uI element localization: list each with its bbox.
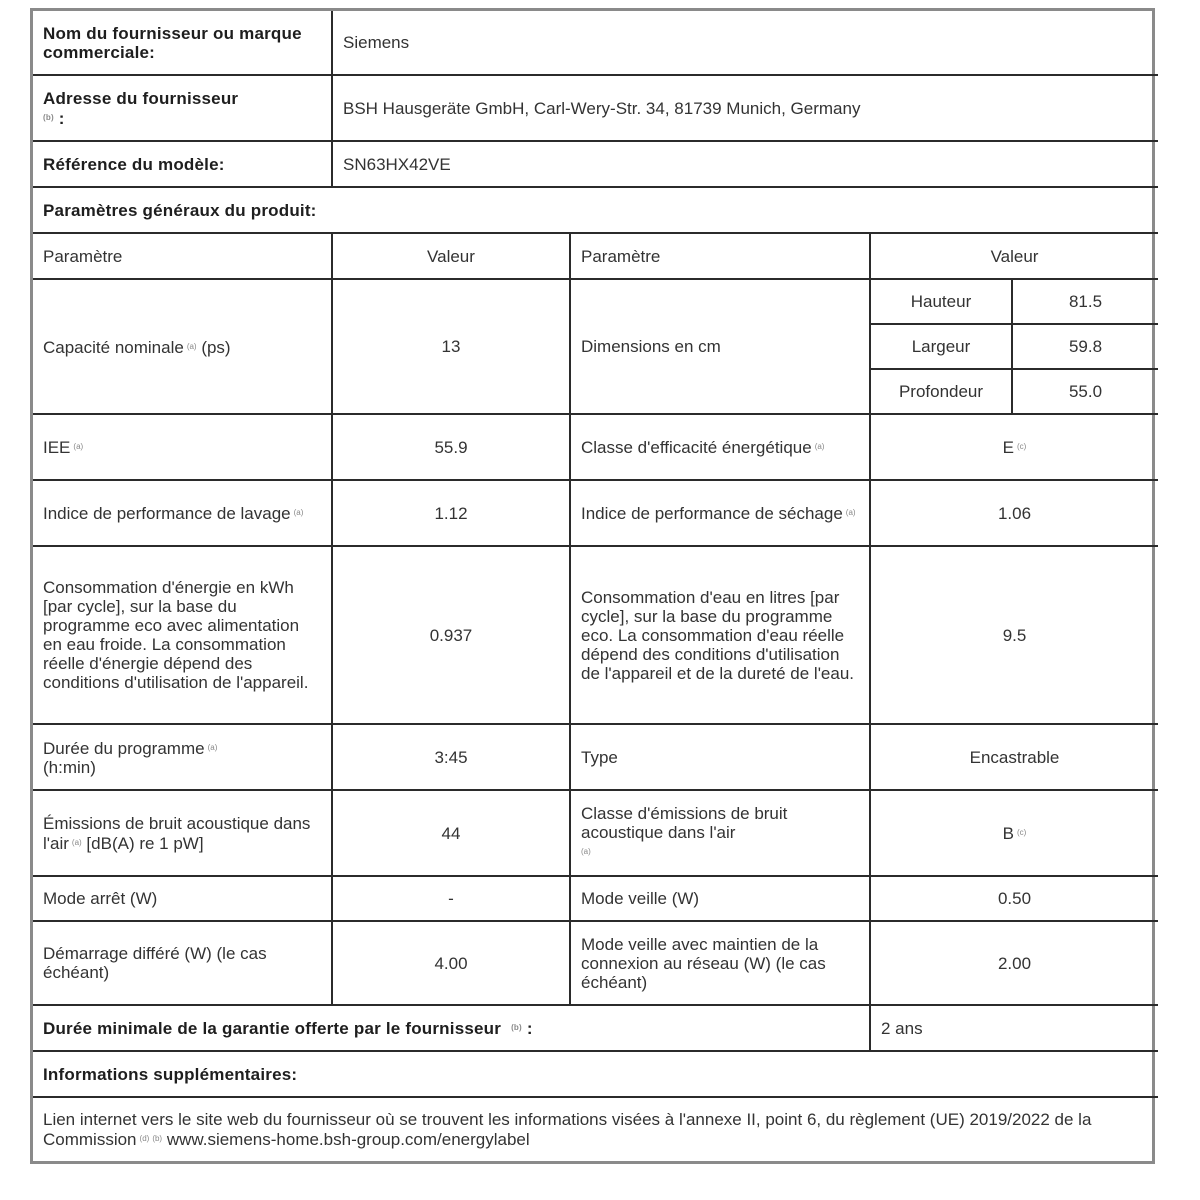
water-consumption-label: Consommation d'eau en litres [par cycle], sur la base du programme eco. La consommation d'eau réelle dépend des conditions d'utilisation de l'appareil et de la dureté de l'eau. — [570, 546, 870, 724]
dry-index-label: Indice de performance de séchage $^{(a)}$ — [570, 480, 870, 546]
energy-label-link[interactable]: www.siemens-home.bsh-group.com/energylabel — [166, 1130, 530, 1149]
off-mode-label: Mode arrêt (W) — [33, 876, 332, 921]
supplier-address-value: BSH Hausgeräte GmbH, Carl-Wery-Str. 34, 81739 Munich, Germany — [332, 75, 1158, 141]
supplier-address-label: Adresse du fournisseur $^{(b)}$ : — [33, 75, 332, 141]
consumption-row — [33, 546, 1158, 724]
general-section-row — [33, 187, 1158, 233]
column-header-row — [33, 233, 1158, 279]
additional-text-row — [33, 1097, 1158, 1161]
performance-row — [33, 480, 1158, 546]
width-value: 59.8 — [1012, 324, 1158, 369]
iee-label: IEE $^{(a)}$ — [33, 414, 332, 480]
depth-value: 55.0 — [1012, 369, 1158, 414]
value-header-left: Valeur — [332, 233, 570, 279]
supplier-address-row — [33, 75, 1158, 141]
delay-start-value: 4.00 — [332, 921, 570, 1005]
water-consumption-value: 9.5 — [870, 546, 1158, 724]
model-row — [33, 141, 1158, 187]
energy-consumption-value: 0.937 — [332, 546, 570, 724]
dry-index-value: 1.06 — [870, 480, 1158, 546]
noise-class-label: Classe d'émissions de bruit acoustique dans l'air $^{(a)}$ — [570, 790, 870, 876]
networked-standby-value: 2.00 — [870, 921, 1158, 1005]
delay-network-row — [33, 921, 1158, 1005]
energy-consumption-label: Consommation d'énergie en kWh [par cycle], sur la base du programme eco avec alimentation en eau froide. La consommation réelle d'énergie dépend des conditions d'utilisation de l'appareil. — [33, 546, 332, 724]
wash-index-label: Indice de performance de lavage $^{(a)}$ — [33, 480, 332, 546]
capacity-label: Capacité nominale $^{(a)}$ (ps) — [33, 279, 332, 414]
noise-class-value: B $^{(c)}$ — [870, 790, 1158, 876]
supplier-name-value: Siemens — [332, 11, 1158, 75]
wash-index-value: 1.12 — [332, 480, 570, 546]
iee-class-row — [33, 414, 1158, 480]
off-standby-row — [33, 876, 1158, 921]
supplier-name-row — [33, 11, 1158, 75]
value-header-right: Valeur — [870, 233, 1158, 279]
model-label: Référence du modèle: — [33, 141, 332, 187]
height-value: 81.5 — [1012, 279, 1158, 324]
param-header-left: Paramètre — [33, 233, 332, 279]
delay-start-label: Démarrage différé (W) (le cas échéant) — [33, 921, 332, 1005]
iee-value: 55.9 — [332, 414, 570, 480]
noise-value: 44 — [332, 790, 570, 876]
guarantee-value: 2 ans — [870, 1005, 1158, 1051]
capacity-value: 13 — [332, 279, 570, 414]
general-section-title: Paramètres généraux du produit: — [33, 187, 1158, 233]
supplier-name-label: Nom du fournisseur ou marque commerciale: — [33, 11, 332, 75]
off-mode-value: - — [332, 876, 570, 921]
program-duration-value: 3:45 — [332, 724, 570, 790]
standby-label: Mode veille (W) — [570, 876, 870, 921]
additional-info-title: Informations supplémentaires: — [33, 1051, 1158, 1097]
guarantee-row — [33, 1005, 1158, 1051]
networked-standby-label: Mode veille avec maintien de la connexion au réseau (W) (le cas échéant) — [570, 921, 870, 1005]
guarantee-label: Durée minimale de la garantie offerte par le fournisseur $^{(b)}$ : — [33, 1005, 870, 1051]
type-label: Type — [570, 724, 870, 790]
depth-label: Profondeur — [870, 369, 1012, 414]
additional-title-row — [33, 1051, 1158, 1097]
width-label: Largeur — [870, 324, 1012, 369]
noise-label: Émissions de bruit acoustique dans l'air $^{(a)}$ [dB(A) re 1 pW] — [33, 790, 332, 876]
dimensions-label: Dimensions en cm — [570, 279, 870, 414]
noise-row — [33, 790, 1158, 876]
type-value: Encastrable — [870, 724, 1158, 790]
energy-class-value: E $^{(c)}$ — [870, 414, 1158, 480]
energy-class-label: Classe d'efficacité énergétique $^{(a)}$ — [570, 414, 870, 480]
duration-type-row — [33, 724, 1158, 790]
param-header-right: Paramètre — [570, 233, 870, 279]
standby-value: 0.50 — [870, 876, 1158, 921]
program-duration-label: Durée du programme $^{(a)}$ (h:min) — [33, 724, 332, 790]
height-label: Hauteur — [870, 279, 1012, 324]
additional-info-text: Lien internet vers le site web du fournisseur où se trouvent les informations visées à l'annexe II, point 6, du règlement (UE) 2019/2022 de la Commission $^{(d)}$ $^{(b)}$ www.siemens-home.bsh-group.com/energylabel — [33, 1097, 1158, 1161]
info-table — [33, 11, 1158, 1161]
capacity-dimensions-row-1 — [33, 279, 1158, 324]
model-value: SN63HX42VE — [332, 141, 1158, 187]
product-information-sheet — [30, 8, 1155, 1164]
